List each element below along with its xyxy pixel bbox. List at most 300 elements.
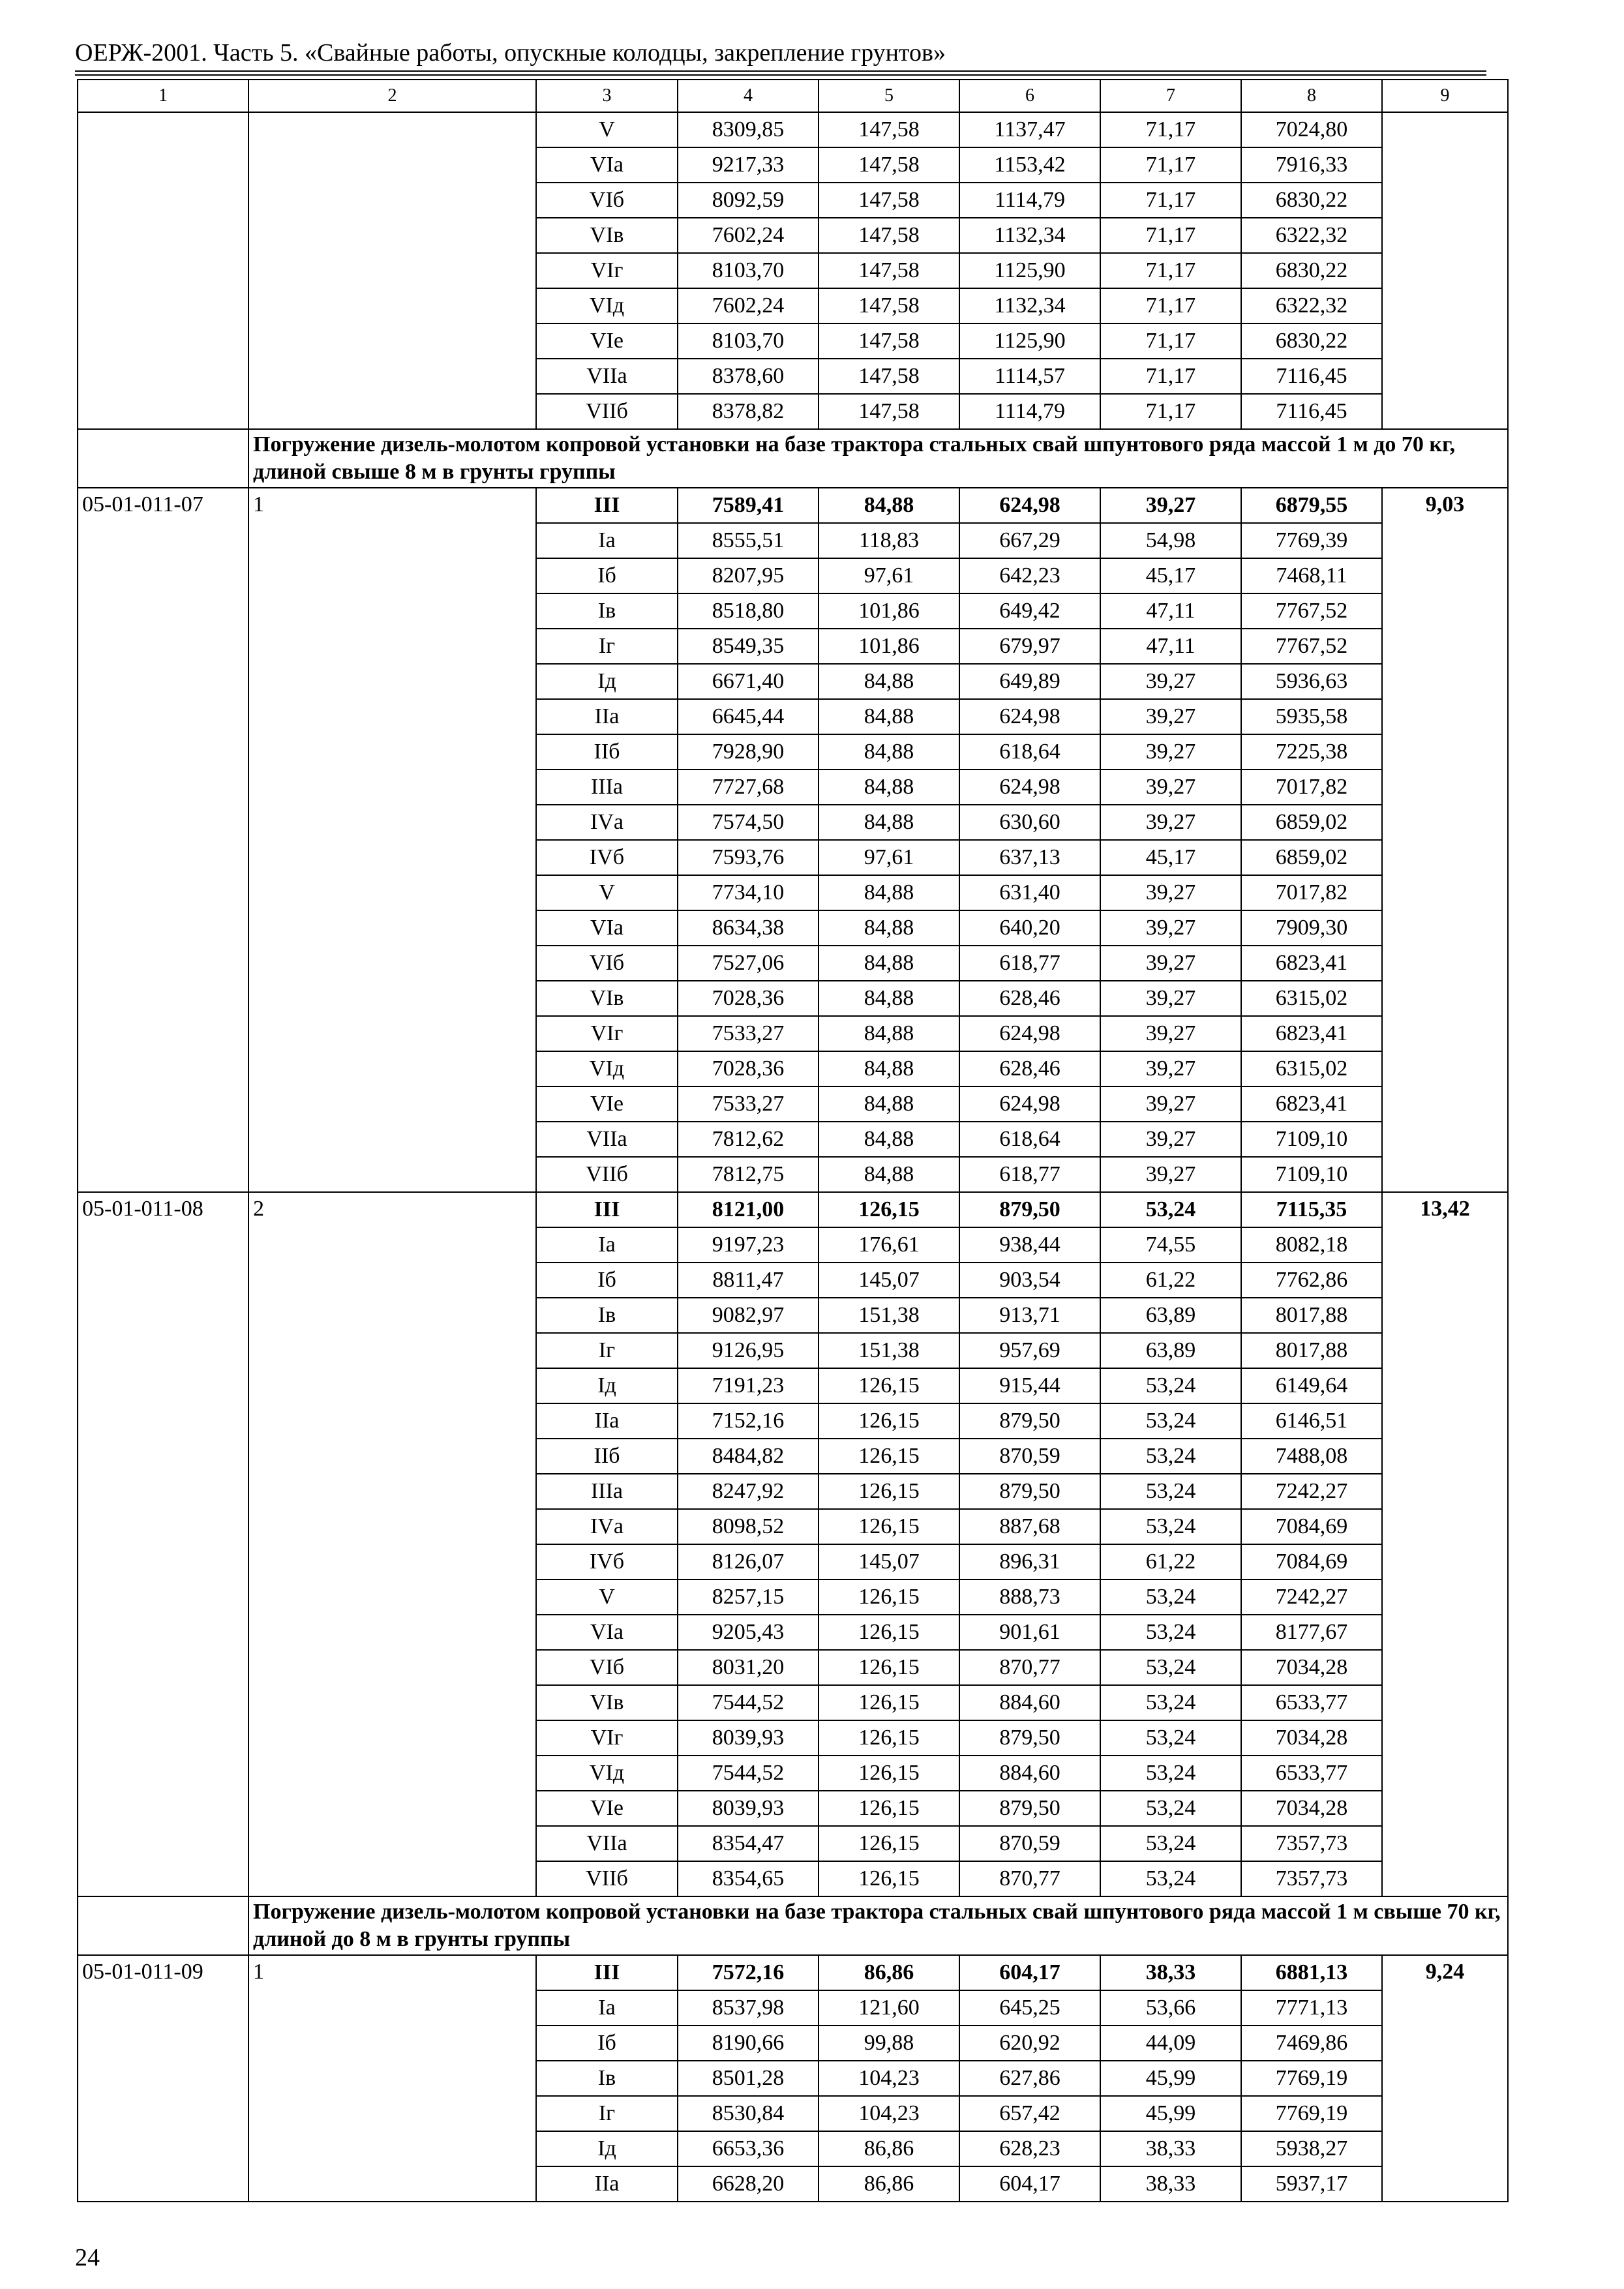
machines-cost: 913,71 — [959, 1298, 1100, 1333]
wages: 147,58 — [819, 394, 959, 429]
soil-group: V — [536, 112, 678, 147]
wages: 84,88 — [819, 1157, 959, 1192]
wages: 84,88 — [819, 910, 959, 946]
norm-code: 05-01-011-07 — [78, 488, 248, 1192]
coefficient: 13,42 — [1382, 1192, 1508, 1896]
materials-cost: 6533,77 — [1241, 1685, 1382, 1720]
machinists-wages: 39,27 — [1100, 875, 1241, 910]
wages: 126,15 — [819, 1439, 959, 1474]
machinists-wages: 39,27 — [1100, 770, 1241, 805]
machinists-wages: 53,24 — [1100, 1192, 1241, 1227]
soil-group: Iг — [536, 1333, 678, 1368]
machinists-wages: 53,24 — [1100, 1403, 1241, 1439]
materials-cost: 7769,19 — [1241, 2096, 1382, 2131]
wages: 126,15 — [819, 1791, 959, 1826]
norm-number: 1 — [248, 1955, 536, 2202]
column-number: 6 — [959, 80, 1100, 112]
soil-group: VIIб — [536, 1861, 678, 1896]
soil-group: IIб — [536, 734, 678, 770]
materials-cost: 7225,38 — [1241, 734, 1382, 770]
wages: 84,88 — [819, 981, 959, 1016]
machinists-wages: 53,24 — [1100, 1756, 1241, 1791]
materials-cost: 6823,41 — [1241, 1016, 1382, 1051]
header-rule-bottom — [75, 74, 1486, 76]
materials-cost: 7116,45 — [1241, 359, 1382, 394]
total-cost: 7533,27 — [678, 1016, 819, 1051]
total-cost: 8190,66 — [678, 2026, 819, 2061]
machines-cost: 870,77 — [959, 1650, 1100, 1685]
wages: 99,88 — [819, 2026, 959, 2061]
materials-cost: 7767,52 — [1241, 593, 1382, 629]
norm-number — [248, 112, 536, 429]
table-body — [78, 80, 1508, 2202]
machines-cost: 957,69 — [959, 1333, 1100, 1368]
machinists-wages: 45,17 — [1100, 558, 1241, 593]
machinists-wages: 38,33 — [1100, 2166, 1241, 2202]
machinists-wages: 53,24 — [1100, 1685, 1241, 1720]
wages: 84,88 — [819, 770, 959, 805]
wages: 121,60 — [819, 1990, 959, 2026]
materials-cost: 6533,77 — [1241, 1756, 1382, 1791]
materials-cost: 6830,22 — [1241, 253, 1382, 288]
machinists-wages: 71,17 — [1100, 183, 1241, 218]
wages: 126,15 — [819, 1509, 959, 1544]
machines-cost: 870,59 — [959, 1439, 1100, 1474]
wages: 118,83 — [819, 523, 959, 558]
total-cost: 7028,36 — [678, 981, 819, 1016]
coefficient: 9,03 — [1382, 488, 1508, 1192]
column-number: 5 — [819, 80, 959, 112]
total-cost: 8257,15 — [678, 1579, 819, 1615]
total-cost: 7602,24 — [678, 218, 819, 253]
wages: 97,61 — [819, 840, 959, 875]
total-cost: 7152,16 — [678, 1403, 819, 1439]
wages: 101,86 — [819, 593, 959, 629]
soil-group: VIа — [536, 1615, 678, 1650]
machinists-wages: 71,17 — [1100, 253, 1241, 288]
soil-group: IIб — [536, 1439, 678, 1474]
table-row — [78, 1192, 1508, 1227]
materials-cost: 7242,27 — [1241, 1579, 1382, 1615]
wages: 147,58 — [819, 183, 959, 218]
total-cost: 8247,92 — [678, 1474, 819, 1509]
total-cost: 7574,50 — [678, 805, 819, 840]
machines-cost: 657,42 — [959, 2096, 1100, 2131]
machines-cost: 620,92 — [959, 2026, 1100, 2061]
total-cost: 7928,90 — [678, 734, 819, 770]
materials-cost: 6823,41 — [1241, 1086, 1382, 1122]
column-number: 4 — [678, 80, 819, 112]
materials-cost: 7769,19 — [1241, 2061, 1382, 2096]
machinists-wages: 71,17 — [1100, 218, 1241, 253]
machines-cost: 1114,57 — [959, 359, 1100, 394]
soil-group: III — [536, 1955, 678, 1990]
total-cost: 9217,33 — [678, 147, 819, 183]
machines-cost: 667,29 — [959, 523, 1100, 558]
materials-cost: 8082,18 — [1241, 1227, 1382, 1263]
machinists-wages: 45,99 — [1100, 2061, 1241, 2096]
wages: 86,86 — [819, 2166, 959, 2202]
column-numbers-row — [78, 80, 1508, 112]
machinists-wages: 39,27 — [1100, 699, 1241, 734]
wages: 84,88 — [819, 1086, 959, 1122]
page-number: 24 — [75, 2244, 100, 2271]
wages: 84,88 — [819, 664, 959, 699]
total-cost: 6671,40 — [678, 664, 819, 699]
machinists-wages: 39,27 — [1100, 1157, 1241, 1192]
materials-cost: 7034,28 — [1241, 1791, 1382, 1826]
total-cost: 9082,97 — [678, 1298, 819, 1333]
soil-group: III — [536, 488, 678, 523]
soil-group: VIб — [536, 183, 678, 218]
machinists-wages: 39,27 — [1100, 664, 1241, 699]
machines-cost: 618,64 — [959, 1122, 1100, 1157]
machines-cost: 618,77 — [959, 1157, 1100, 1192]
wages: 86,86 — [819, 2131, 959, 2166]
materials-cost: 7084,69 — [1241, 1544, 1382, 1579]
soil-group: VIб — [536, 1650, 678, 1685]
soil-group: Iг — [536, 2096, 678, 2131]
wages: 145,07 — [819, 1544, 959, 1579]
machinists-wages: 39,27 — [1100, 1122, 1241, 1157]
soil-group: Iв — [536, 1298, 678, 1333]
soil-group: VIв — [536, 981, 678, 1016]
machines-cost: 938,44 — [959, 1227, 1100, 1263]
total-cost: 8634,38 — [678, 910, 819, 946]
machines-cost: 1125,90 — [959, 323, 1100, 359]
machines-cost: 628,46 — [959, 981, 1100, 1016]
materials-cost: 6830,22 — [1241, 183, 1382, 218]
machinists-wages: 39,27 — [1100, 981, 1241, 1016]
machines-cost: 1114,79 — [959, 183, 1100, 218]
materials-cost: 7771,13 — [1241, 1990, 1382, 2026]
machines-cost: 915,44 — [959, 1368, 1100, 1403]
machinists-wages: 61,22 — [1100, 1544, 1241, 1579]
soil-group: VIIа — [536, 1826, 678, 1861]
total-cost: 7028,36 — [678, 1051, 819, 1086]
soil-group: Iв — [536, 2061, 678, 2096]
machinists-wages: 54,98 — [1100, 523, 1241, 558]
materials-cost: 7024,80 — [1241, 112, 1382, 147]
machines-cost: 637,13 — [959, 840, 1100, 875]
total-cost: 8103,70 — [678, 253, 819, 288]
materials-cost: 5938,27 — [1241, 2131, 1382, 2166]
wages: 151,38 — [819, 1298, 959, 1333]
wages: 84,88 — [819, 1016, 959, 1051]
total-cost: 8537,98 — [678, 1990, 819, 2026]
machines-cost: 679,97 — [959, 629, 1100, 664]
machines-cost: 649,89 — [959, 664, 1100, 699]
soil-group: VIе — [536, 1086, 678, 1122]
soil-group: VIе — [536, 323, 678, 359]
section-row — [78, 1896, 1508, 1955]
soil-group: VIд — [536, 1051, 678, 1086]
wages: 147,58 — [819, 112, 959, 147]
total-cost: 8378,82 — [678, 394, 819, 429]
materials-cost: 8017,88 — [1241, 1298, 1382, 1333]
machines-cost: 1132,34 — [959, 288, 1100, 323]
machines-cost: 879,50 — [959, 1474, 1100, 1509]
machinists-wages: 38,33 — [1100, 2131, 1241, 2166]
machinists-wages: 71,17 — [1100, 359, 1241, 394]
header-rule-top — [75, 70, 1486, 72]
soil-group: VIв — [536, 1685, 678, 1720]
norm-code: 05-01-011-09 — [78, 1955, 248, 2202]
machines-cost: 628,23 — [959, 2131, 1100, 2166]
materials-cost: 7469,86 — [1241, 2026, 1382, 2061]
machines-cost: 642,23 — [959, 558, 1100, 593]
machinists-wages: 38,33 — [1100, 1955, 1241, 1990]
soil-group: VIIб — [536, 394, 678, 429]
materials-cost: 7357,73 — [1241, 1861, 1382, 1896]
materials-cost: 5937,17 — [1241, 2166, 1382, 2202]
wages: 147,58 — [819, 323, 959, 359]
wages: 84,88 — [819, 488, 959, 523]
wages: 145,07 — [819, 1263, 959, 1298]
machinists-wages: 53,24 — [1100, 1615, 1241, 1650]
total-cost: 7544,52 — [678, 1685, 819, 1720]
section-spacer — [78, 1896, 248, 1955]
machinists-wages: 39,27 — [1100, 910, 1241, 946]
machines-cost: 628,46 — [959, 1051, 1100, 1086]
soil-group: III — [536, 1192, 678, 1227]
materials-cost: 6322,32 — [1241, 218, 1382, 253]
total-cost: 8031,20 — [678, 1650, 819, 1685]
materials-cost: 6315,02 — [1241, 1051, 1382, 1086]
norms-table — [77, 79, 1509, 2202]
machinists-wages: 53,24 — [1100, 1579, 1241, 1615]
total-cost: 9197,23 — [678, 1227, 819, 1263]
materials-cost: 6315,02 — [1241, 981, 1382, 1016]
machines-cost: 624,98 — [959, 1086, 1100, 1122]
machines-cost: 645,25 — [959, 1990, 1100, 2026]
materials-cost: 7034,28 — [1241, 1720, 1382, 1756]
materials-cost: 6859,02 — [1241, 805, 1382, 840]
soil-group: Iд — [536, 664, 678, 699]
materials-cost: 7468,11 — [1241, 558, 1382, 593]
materials-cost: 6823,41 — [1241, 946, 1382, 981]
coefficient: 9,24 — [1382, 1955, 1508, 2202]
soil-group: VIб — [536, 946, 678, 981]
machines-cost: 884,60 — [959, 1685, 1100, 1720]
machinists-wages: 71,17 — [1100, 112, 1241, 147]
wages: 126,15 — [819, 1192, 959, 1227]
total-cost: 9126,95 — [678, 1333, 819, 1368]
soil-group: IIIа — [536, 1474, 678, 1509]
machines-cost: 1153,42 — [959, 147, 1100, 183]
machinists-wages: 63,89 — [1100, 1298, 1241, 1333]
total-cost: 8039,93 — [678, 1720, 819, 1756]
soil-group: Iд — [536, 2131, 678, 2166]
wages: 147,58 — [819, 359, 959, 394]
column-number: 3 — [536, 80, 678, 112]
wages: 84,88 — [819, 734, 959, 770]
machinists-wages: 53,24 — [1100, 1650, 1241, 1685]
machinists-wages: 71,17 — [1100, 147, 1241, 183]
wages: 126,15 — [819, 1615, 959, 1650]
soil-group: VIIа — [536, 1122, 678, 1157]
total-cost: 8378,60 — [678, 359, 819, 394]
materials-cost: 7767,52 — [1241, 629, 1382, 664]
soil-group: IVб — [536, 1544, 678, 1579]
wages: 176,61 — [819, 1227, 959, 1263]
section-title: Погружение дизель-молотом копровой установки на базе трактора стальных свай шпунтового ряда массой 1 м свыше 70 кг, длиной до 8 м в грунты группы — [248, 1896, 1508, 1955]
materials-cost: 5935,58 — [1241, 699, 1382, 734]
materials-cost: 7488,08 — [1241, 1439, 1382, 1474]
total-cost: 8309,85 — [678, 112, 819, 147]
total-cost: 8530,84 — [678, 2096, 819, 2131]
soil-group: V — [536, 875, 678, 910]
total-cost: 8039,93 — [678, 1791, 819, 1826]
soil-group: Iб — [536, 1263, 678, 1298]
soil-group: Iа — [536, 1990, 678, 2026]
materials-cost: 7109,10 — [1241, 1122, 1382, 1157]
total-cost: 8092,59 — [678, 183, 819, 218]
norm-code: 05-01-011-08 — [78, 1192, 248, 1896]
machines-cost: 879,50 — [959, 1403, 1100, 1439]
soil-group: VIа — [536, 910, 678, 946]
wages: 84,88 — [819, 946, 959, 981]
wages: 126,15 — [819, 1474, 959, 1509]
machines-cost: 618,64 — [959, 734, 1100, 770]
soil-group: VIа — [536, 147, 678, 183]
machinists-wages: 71,17 — [1100, 323, 1241, 359]
machines-cost: 604,17 — [959, 1955, 1100, 1990]
materials-cost: 7909,30 — [1241, 910, 1382, 946]
soil-group: IIа — [536, 2166, 678, 2202]
machines-cost: 884,60 — [959, 1756, 1100, 1791]
soil-group: Iд — [536, 1368, 678, 1403]
machines-cost: 870,77 — [959, 1861, 1100, 1896]
soil-group: IVа — [536, 1509, 678, 1544]
total-cost: 8354,65 — [678, 1861, 819, 1896]
machinists-wages: 74,55 — [1100, 1227, 1241, 1263]
column-number: 1 — [78, 80, 248, 112]
materials-cost: 6149,64 — [1241, 1368, 1382, 1403]
wages: 104,23 — [819, 2061, 959, 2096]
machinists-wages: 53,24 — [1100, 1368, 1241, 1403]
soil-group: VIIа — [536, 359, 678, 394]
total-cost: 7544,52 — [678, 1756, 819, 1791]
wages: 104,23 — [819, 2096, 959, 2131]
section-spacer — [78, 429, 248, 488]
column-number: 8 — [1241, 80, 1382, 112]
machines-cost: 903,54 — [959, 1263, 1100, 1298]
soil-group: Iб — [536, 558, 678, 593]
total-cost: 8484,82 — [678, 1439, 819, 1474]
machines-cost: 901,61 — [959, 1615, 1100, 1650]
soil-group: VIд — [536, 288, 678, 323]
machinists-wages: 53,66 — [1100, 1990, 1241, 2026]
machines-cost: 618,77 — [959, 946, 1100, 981]
materials-cost: 7762,86 — [1241, 1263, 1382, 1298]
soil-group: V — [536, 1579, 678, 1615]
total-cost: 8103,70 — [678, 323, 819, 359]
table-row — [78, 488, 1508, 523]
soil-group: Iв — [536, 593, 678, 629]
machinists-wages: 39,27 — [1100, 1016, 1241, 1051]
soil-group: IIIа — [536, 770, 678, 805]
machinists-wages: 53,24 — [1100, 1474, 1241, 1509]
machinists-wages: 47,11 — [1100, 593, 1241, 629]
total-cost: 7593,76 — [678, 840, 819, 875]
soil-group: IVа — [536, 805, 678, 840]
machines-cost: 887,68 — [959, 1509, 1100, 1544]
wages: 97,61 — [819, 558, 959, 593]
table-row — [78, 1955, 1508, 1990]
machinists-wages: 44,09 — [1100, 2026, 1241, 2061]
machines-cost: 1125,90 — [959, 253, 1100, 288]
norm-number: 2 — [248, 1192, 536, 1896]
coefficient — [1382, 112, 1508, 429]
wages: 84,88 — [819, 1051, 959, 1086]
soil-group: VIг — [536, 253, 678, 288]
norm-number: 1 — [248, 488, 536, 1192]
machinists-wages: 53,24 — [1100, 1826, 1241, 1861]
total-cost: 7533,27 — [678, 1086, 819, 1122]
total-cost: 6653,36 — [678, 2131, 819, 2166]
norm-code — [78, 112, 248, 429]
materials-cost: 6830,22 — [1241, 323, 1382, 359]
machines-cost: 624,98 — [959, 488, 1100, 523]
soil-group: VIIб — [536, 1157, 678, 1192]
total-cost: 7572,16 — [678, 1955, 819, 1990]
total-cost: 8354,47 — [678, 1826, 819, 1861]
materials-cost: 7017,82 — [1241, 875, 1382, 910]
wages: 126,15 — [819, 1720, 959, 1756]
soil-group: VIд — [536, 1756, 678, 1791]
machines-cost: 1132,34 — [959, 218, 1100, 253]
wages: 126,15 — [819, 1403, 959, 1439]
machinists-wages: 71,17 — [1100, 288, 1241, 323]
materials-cost: 7017,82 — [1241, 770, 1382, 805]
column-number: 7 — [1100, 80, 1241, 112]
section-title: Погружение дизель-молотом копровой установки на базе трактора стальных свай шпунтового ряда массой 1 м до 70 кг, длиной свыше 8 м в грунты группы — [248, 429, 1508, 488]
materials-cost: 7115,35 — [1241, 1192, 1382, 1227]
machinists-wages: 45,17 — [1100, 840, 1241, 875]
machinists-wages: 53,24 — [1100, 1509, 1241, 1544]
machines-cost: 631,40 — [959, 875, 1100, 910]
wages: 126,15 — [819, 1685, 959, 1720]
wages: 84,88 — [819, 1122, 959, 1157]
soil-group: IIа — [536, 699, 678, 734]
total-cost: 6628,20 — [678, 2166, 819, 2202]
section-row — [78, 429, 1508, 488]
materials-cost: 7116,45 — [1241, 394, 1382, 429]
wages: 84,88 — [819, 805, 959, 840]
materials-cost: 7034,28 — [1241, 1650, 1382, 1685]
column-number: 2 — [248, 80, 536, 112]
total-cost: 8555,51 — [678, 523, 819, 558]
machines-cost: 604,17 — [959, 2166, 1100, 2202]
materials-cost: 7769,39 — [1241, 523, 1382, 558]
machinists-wages: 39,27 — [1100, 1051, 1241, 1086]
machinists-wages: 39,27 — [1100, 805, 1241, 840]
materials-cost: 7916,33 — [1241, 147, 1382, 183]
machinists-wages: 39,27 — [1100, 734, 1241, 770]
machinists-wages: 53,24 — [1100, 1439, 1241, 1474]
total-cost: 7734,10 — [678, 875, 819, 910]
machinists-wages: 53,24 — [1100, 1861, 1241, 1896]
machinists-wages: 39,27 — [1100, 488, 1241, 523]
soil-group: VIе — [536, 1791, 678, 1826]
machines-cost: 870,59 — [959, 1826, 1100, 1861]
total-cost: 8207,95 — [678, 558, 819, 593]
soil-group: Iг — [536, 629, 678, 664]
wages: 126,15 — [819, 1368, 959, 1403]
machines-cost: 1114,79 — [959, 394, 1100, 429]
machines-cost: 649,42 — [959, 593, 1100, 629]
